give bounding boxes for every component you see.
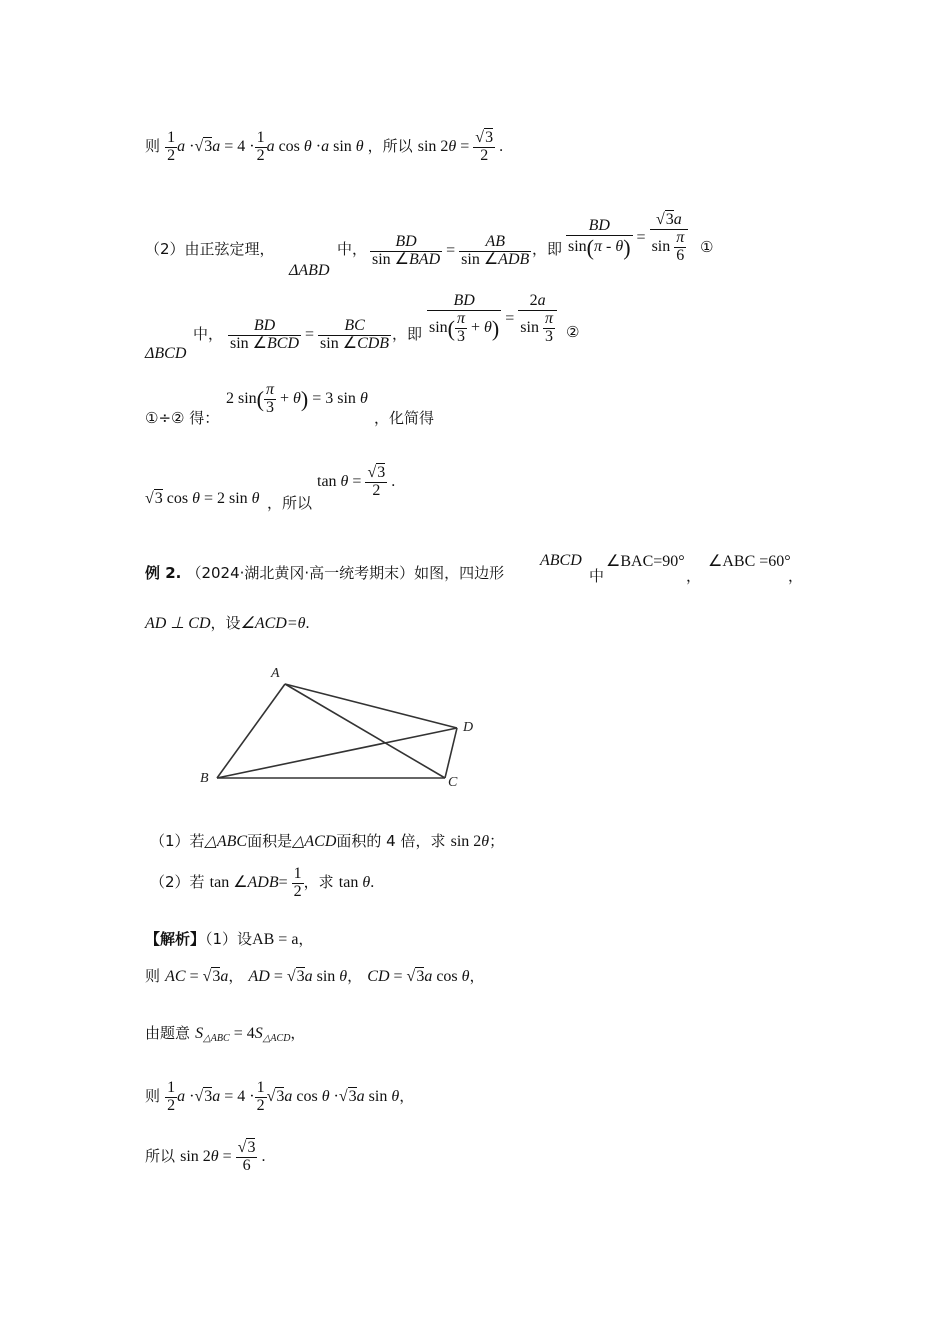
vertex-d-label: D — [463, 720, 474, 735]
q1-mid1: 面积是 — [247, 832, 293, 850]
part2-sine-law: $\frac{BD}{\text{sin ∠BAD}}$ = $\frac{AB}{\text{sin ∠ADB}}$ — [372, 233, 530, 268]
solution-head: 【解析】（1）设AB = a， — [145, 930, 314, 948]
example2-cond2: ∠ABC =60° — [708, 553, 791, 570]
q1-mid2: 面积的 4 倍，求 — [336, 832, 446, 850]
result-eq: √3 cos θ = 2 sin θ — [145, 490, 260, 507]
example2-set: ，设 — [210, 614, 241, 632]
quadrilateral-figure — [195, 660, 485, 790]
perpendicular-cond: AD ⊥ CD — [145, 615, 211, 632]
example2-line2: AD ⊥ CD，设∠ACD=θ. — [145, 614, 310, 632]
question-2: （2）若 tan ∠ADB= $\frac{1}{2}$ ，求 tan θ. — [150, 865, 375, 900]
question-1: （1）若△ABC面积是△ACD面积的 4 倍，求 sin 2θ； — [150, 832, 505, 850]
example2-title: 例 2. — [145, 564, 182, 582]
part2-label: （2）由正弦定理， — [145, 240, 275, 258]
divide-suffix: ，化简得 — [374, 409, 435, 427]
line-1 — [145, 130, 503, 165]
triangle-abd: ΔABD — [289, 262, 330, 279]
vertex-a-label: A — [271, 666, 280, 681]
solution-line4: 则 $\frac{1}{2}$ a ·√3a = 4 · $\frac{1}{2}$ √3a cos θ ·√3a sin θ， — [145, 1079, 415, 1114]
comma-2: ， — [788, 567, 804, 585]
vertex-b-label: B — [200, 771, 209, 786]
example2-source: （2024·湖北黄冈·高一统考期末）如图，四边形 — [186, 564, 505, 582]
solution-label: 【解析】 — [145, 930, 206, 948]
part2-ji: ，即 — [532, 240, 563, 258]
solution-line5: 所以 sin 2θ = $\frac{√3}{6}$ . — [145, 1139, 266, 1174]
q2-mid: ，求 — [303, 872, 334, 891]
example2-cond1: ∠BAC=90° — [606, 553, 685, 570]
comma-1: ， — [686, 567, 702, 585]
q1-tri2: △ACD — [292, 833, 337, 850]
bcd-sine-law: $\frac{BD}{\text{sin ∠BCD}}$ = $\frac{BC}{\text{sin ∠CDB}}$ — [230, 317, 390, 352]
circle-2: ② — [566, 323, 580, 341]
line1-formula: $\frac{1}{2}$ a ·√3a = 4 · $\frac{1}{2}$ a cos θ ·a sin θ — [167, 129, 364, 164]
solution-ab: AB = a — [252, 931, 299, 948]
line1-suffix: ，所以 — [367, 136, 413, 155]
edge-cd — [445, 728, 457, 778]
theta-def: ∠ACD=θ — [240, 615, 306, 632]
result-suffix: ，所以 — [267, 494, 313, 512]
line1-result: sin 2θ = $\frac{√3}{2}$ . — [417, 129, 504, 164]
divide-eq: 2 sin( $\frac{\pi}{3}$ + θ) = 3 sin θ — [226, 381, 368, 416]
part2-eq1: $\frac{BD}{\sin(\pi - \theta)}$ = √3a sin $\frac{\pi}{6}$ — [566, 212, 688, 264]
q1-prefix: （1）若 — [150, 832, 205, 850]
bcd-mid: 中， — [193, 325, 224, 343]
q2-prefix: （2）若 — [150, 872, 205, 891]
q1-tri1: △ABC — [204, 833, 248, 850]
edge-ac — [285, 684, 445, 778]
bcd-ji: ，即 — [392, 325, 423, 343]
line1-prefix: 则 — [145, 136, 161, 155]
triangle-bcd-label: ΔBCD — [145, 345, 187, 362]
circle-1: ① — [700, 238, 714, 256]
edge-ad — [285, 684, 457, 728]
example2-zhong: 中 — [589, 567, 605, 585]
solution-line2: 则 AC = √3a， AD = √3a sin θ， CD = √3a cos θ， — [145, 967, 485, 985]
part2-mid: 中， — [337, 240, 368, 258]
divide-prefix: ①÷② 得： — [145, 409, 220, 427]
edge-ab — [217, 684, 285, 778]
bcd-eq2: BD sin( $\frac{\pi}{3}$ + θ) = 2a sin $\frac{\pi}{3}$ — [427, 293, 557, 345]
solution-step1: （1）设 — [205, 930, 253, 948]
quadrilateral-name: ABCD — [540, 552, 582, 569]
example2-heading — [145, 562, 504, 583]
result-tan: tan θ = $\frac{√3}{2}$ . — [317, 464, 396, 499]
edge-bd — [217, 728, 457, 778]
solution-line3: 由题意 $S_{\triangle ABC} = 4S_{\triangle ACD}$， — [145, 1024, 306, 1044]
vertex-c-label: C — [448, 775, 458, 790]
